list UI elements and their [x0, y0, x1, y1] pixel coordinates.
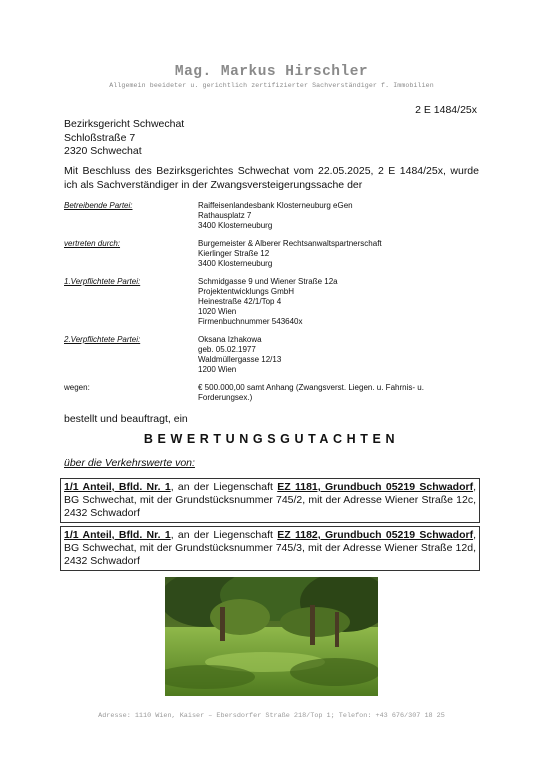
party-line: 1020 Wien [198, 307, 237, 316]
property-box-1 [60, 478, 480, 523]
party-line: Kierlinger Straße 12 [198, 249, 270, 258]
box-text: , BG Schwechat, mit der Grundstücksnummer 745/2, mit der Adresse Wiener Straße 12c, 2432 Schwadorf [64, 481, 476, 519]
garden-photo-image [165, 577, 378, 696]
party-line: Waldmüllergasse 12/13 [198, 355, 282, 364]
expert-subtitle: Allgemein beeideter u. gerichtlich zertifizierter Sachverständiger f. Immobilien [109, 82, 434, 89]
party-details [198, 277, 478, 327]
box-text: , an der Liegenschaft [170, 481, 278, 493]
intro-paragraph: Mit Beschluss des Bezirksgerichtes Schwechat vom 22.05.2025, 2 E 1484/25x, wurde ich als Sachverständiger in der Zwangsversteigerungssache der [64, 165, 479, 191]
party-line: geb. 05.02.1977 [198, 345, 256, 354]
party-line: Oksana Izhakowa [198, 335, 262, 344]
property-photo [165, 577, 378, 696]
party-details [198, 201, 478, 231]
party-line: 1200 Wien [198, 365, 237, 374]
box-text: , BG Schwechat, mit der Grundstücksnummer 745/3, mit der Adresse Wiener Straße 12d, 2432 Schwadorf [64, 529, 476, 567]
addressee-line: 2320 Schwechat [64, 145, 142, 157]
party-line: Schmidgasse 9 und Wiener Straße 12a [198, 277, 338, 286]
party-line: Raiffeisenlandesbank Klosterneuburg eGen [198, 201, 353, 210]
addressee-block [64, 118, 184, 159]
party-details [198, 335, 478, 375]
party-details [198, 239, 478, 269]
party-line: Heinestraße 42/1/Top 4 [198, 297, 282, 306]
share-text: 1/1 Anteil, Bfld. Nr. 1 [64, 481, 171, 493]
party-label: 1.Verpflichtete Partei: [64, 277, 141, 286]
party-line: Firmenbuchnummer 543640x [198, 317, 303, 326]
reason-details [198, 383, 478, 403]
reason-label: wegen: [64, 383, 90, 392]
property-box-2 [60, 526, 480, 571]
party-line: Burgemeister & Alberer Rechtsanwaltspartnerschaft [198, 239, 382, 248]
party-line: Rathausplatz 7 [198, 211, 252, 220]
case-reference: 2 E 1484/25x [415, 104, 477, 116]
party-line: 3400 Klosterneuburg [198, 259, 273, 268]
party-label: 2.Verpflichtete Partei: [64, 335, 141, 344]
addressee-line: Schloßstraße 7 [64, 131, 136, 144]
ordered-text: bestellt und beauftragt, ein [64, 413, 188, 425]
report-subheading: über die Verkehrswerte von: [64, 457, 195, 469]
box-text: , an der Liegenschaft [170, 529, 278, 541]
land-register-text: EZ 1181, Grundbuch 05219 Schwadorf [277, 481, 474, 493]
footer-contact: Adresse: 1110 Wien, Kaiser – Ebersdorfer Straße 218/Top 1; Telefon: +43 676/307 18 25 [98, 712, 445, 720]
addressee-line: Bezirksgericht Schwechat [64, 118, 185, 130]
party-line: 3400 Klosterneuburg [198, 221, 273, 230]
party-label: vertreten durch: [64, 239, 121, 248]
reason-line: € 500.000,00 samt Anhang (Zwangsverst. Liegen. u. Fahrnis- u. [198, 383, 424, 392]
expert-name-title: Mag. Markus Hirschler [174, 64, 369, 80]
report-heading: BEWERTUNGSGUTACHTEN [143, 432, 400, 446]
party-label: Betreibende Partei: [64, 201, 133, 210]
share-text: 1/1 Anteil, Bfld. Nr. 1 [64, 529, 171, 541]
land-register-text: EZ 1182, Grundbuch 05219 Schwadorf [277, 529, 474, 541]
party-line: Projektentwicklungs GmbH [198, 287, 295, 296]
reason-line: Forderungsex.) [198, 393, 253, 402]
